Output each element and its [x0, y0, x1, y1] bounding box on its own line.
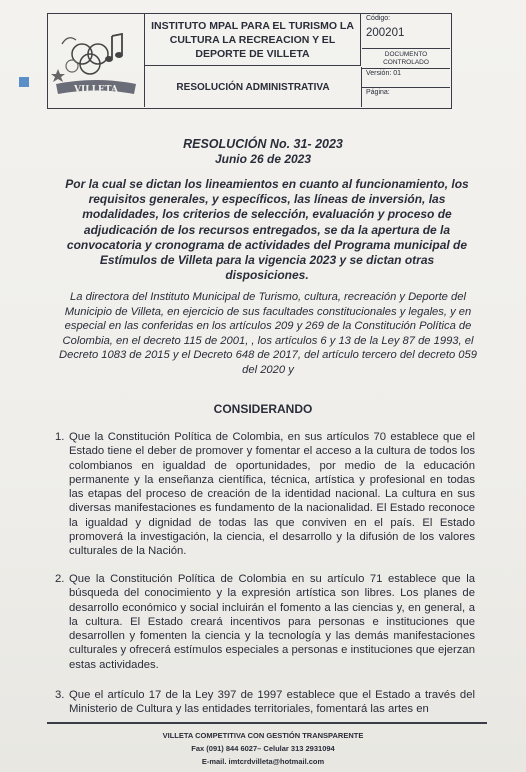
footer-phones: Fax (091) 844 6027– Celular 313 2931094: [191, 744, 335, 753]
logo-text: VILLETA: [74, 85, 118, 95]
resolution-number: RESOLUCIÓN No. 31- 2023: [183, 137, 343, 151]
version-cell: Versión: 01: [362, 69, 450, 88]
controlled-cell: DOCUMENTO CONTROLADO: [362, 49, 450, 69]
institution-name: INSTITUTO MPAL PARA EL TURISMO LA CULTURA LA RECREACION Y EL DEPORTE DE VILLETA: [145, 14, 361, 66]
list-item: [55, 572, 475, 672]
item-text: Que la Constitución Política de Colombia en su artículo 71 establece que la búsqueda del conocimiento y la expresión artística son libres. Los planes de desarrollo económico y social incluirán el fomento a las ciencias y, en general, a la cultura. El Estado creará incentivos para personas e instituciones que desarrollen y fomenten la ciencia y la tecnología y las demás manifestaciones culturales y ofrecerá estímulos especiales a personas e instituciones que ejerzan estas actividades.: [69, 573, 475, 671]
page-cell: Página:: [366, 89, 390, 96]
resolution-summary: Por la cual se dictan los lineamientos en cuanto al funcionamiento, los requisitos generales, y específicos, las líneas de inversión, las modalidades, los criterios de selección, evaluación y proceso de adjudicación de los recursos entregados, se da la apertura de la convocatoria y cronograma de actividades del Programa municipal de Estímulos de Villeta para la vigencia 2023 y se dictan otras disposiciones.: [65, 177, 469, 283]
resolution-date: Junio 26 de 2023: [214, 152, 312, 166]
item-number: 3.: [55, 689, 65, 701]
header-table: [47, 13, 452, 109]
item-text: Que la Constitución Política de Colombia, en sus artículos 70 establece que el Estado tiene el deber de promover y fomentar el acceso a la cultura de todos los colombianos en igualdad de oportunidades, por medio de la educación permanente y la enseñanza científica, técnica, artística y profesional en todas las etapas del proceso de creación de la identidad nacional. La cultura en sus diversas manifestaciones es fundamento de la nacionalidad. El Estado reconoce la igualdad y dignidad de todas las que conviven en el país. El Estado promoverá la investigación, la ciencia, el desarrollo y la difusión de los valores culturales de la Nación.: [69, 431, 475, 558]
footer-email: E-mail. imtcrdvilleta@hotmail.com: [201, 757, 325, 766]
code-value: 200201: [366, 27, 405, 39]
code-cell: [362, 14, 450, 49]
considerando-heading: CONSIDERANDO: [213, 402, 313, 416]
list-item: [55, 688, 475, 717]
footer-slogan: VILLETA COMPETITIVA CON GESTIÓN TRANSPARENTE: [162, 731, 364, 740]
list-item: [55, 430, 475, 559]
item-number: 2.: [55, 573, 65, 585]
footer-divider: [47, 722, 487, 724]
logo-icon: [48, 14, 144, 107]
item-text: Que el artículo 17 de la Ley 397 de 1997 establece que el Estado a través del Ministerio de Cultura y las entidades territoriales, fomentará las artes en: [69, 689, 475, 716]
preamble-paragraph: La directora del Instituto Municipal de Turismo, cultura, recreación y Deporte del Municipio de Villeta, en ejercicio de sus facultades constitucionales y legales, y en especial en las conferidas en los artículos 209 y 269 de la Constitución Política de Colombia, en el decreto 115 de 2001, , los artículos 6 y 13 de la Ley 87 de 1993, el Decreto 1083 de 2015 y el Decreto 648 de 2017, del artículo tercero del decreto 059 del 2020 y: [59, 291, 477, 376]
code-label: Código:: [366, 15, 391, 22]
blue-square-marker: [19, 77, 29, 87]
item-number: 1.: [55, 431, 65, 443]
document-type: RESOLUCIÓN ADMINISTRATIVA: [145, 67, 362, 107]
institution-logo: [48, 14, 145, 107]
